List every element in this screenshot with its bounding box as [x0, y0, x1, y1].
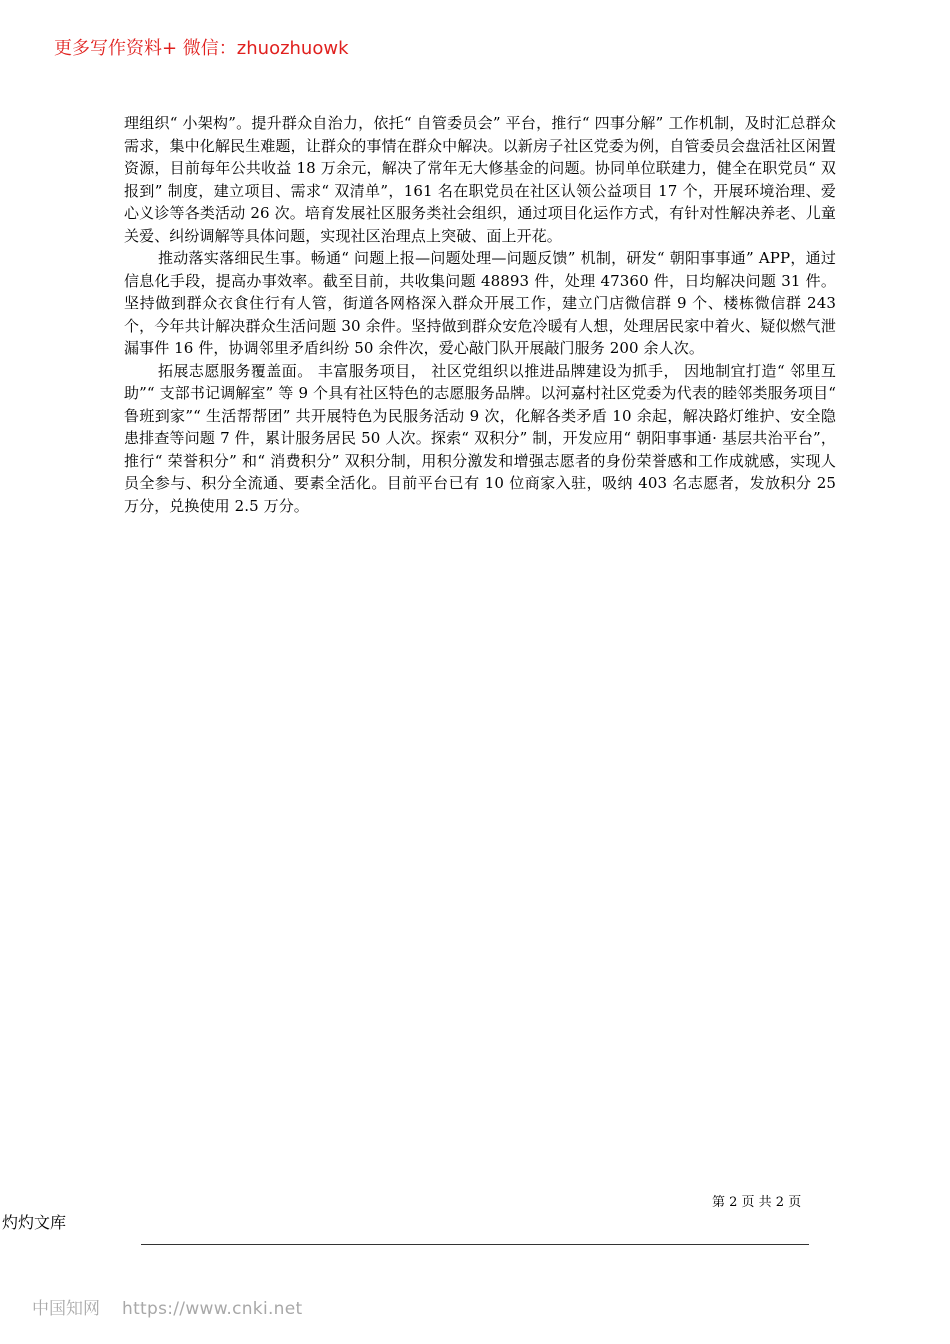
- promo-header-text: 更多写作资料+ 微信：zhuozhuowk: [54, 38, 349, 59]
- footer-divider: [141, 1244, 809, 1245]
- watermark: [32, 1294, 302, 1319]
- watermark-name: 中国知网: [32, 1299, 100, 1319]
- footer-brand: 灼灼文库: [2, 1213, 67, 1232]
- page-number: 第 2 页 共 2 页: [712, 1195, 802, 1210]
- body-paragraph-3: 拓展志愿服务覆盖面。 丰富服务项目， 社区党组织以推进品牌建设为抓手， 因地制宜打造“ 邻里互助”“ 支部书记调解室” 等 9 个具有社区特色的志愿服务品牌。以河嘉村社区党委为代表的睦邻类服务项目“ 鲁班到家”“ 生活帮帮团” 共开展特色为民服务活动 9 次，化解各类矛盾 10 余起，解决路灯维护、安全隐患排查等问题 7 件，累计服务居民 50 人次。探索“ 双积分” 制，开发应用“ 朝阳事事通· 基层共治平台”，推行“ 荣誉积分” 和“ 消费积分” 双积分制，用积分激发和增强志愿者的身份荣誉感和工作成就感，实现人员全参与、积分全流通、要素全活化。目前平台已有 10 位商家入驻，吸纳 403 名志愿者，发放积分 25 万分，兑换使用 2.5 万分。: [124, 361, 836, 515]
- watermark-url: https://www.cnki.net: [122, 1299, 303, 1319]
- body-paragraph-2: 推动落实落细民生事。畅通“ 问题上报—问题处理—问题反馈” 机制，研发“ 朝阳事事通” APP，通过信息化手段，提高办事效率。截至目前，共收集问题 48893 件，处理 47360 件，日均解决问题 31 件。坚持做到群众衣食住行有人管，街道各网格深入群众开展工作，建立门店微信群 9 个、楼栋微信群 243 个，今年共计解决群众生活问题 30 余件。坚持做到群众安危冷暖有人想，处理居民家中着火、疑似燃气泄漏事件 16 件，协调邻里矛盾纠纷 50 余件次，爱心敲门队开展敲门服务 200 余人次。: [124, 249, 836, 357]
- document-body: [124, 112, 836, 517]
- body-paragraph-1: 理组织“ 小架构”。提升群众自治力，依托“ 自管委员会” 平台，推行“ 四事分解” 工作机制，及时汇总群众需求，集中化解民生难题，让群众的事情在群众中解决。以新房子社区党委为例，自管委员会盘活社区闲置资源，目前每年公共收益 18 万余元，解决了常年无大修基金的问题。协同单位联建力，健全在职党员“ 双报到” 制度，建立项目、需求“ 双清单”，161 名在职党员在社区认领公益项目 17 个，开展环境治理、爱心义诊等各类活动 26 次。培育发展社区服务类社会组织，通过项目化运作方式，有针对性解决养老、儿童关爱、纠纷调解等具体问题，实现社区治理点上突破、面上开花。: [124, 114, 836, 245]
